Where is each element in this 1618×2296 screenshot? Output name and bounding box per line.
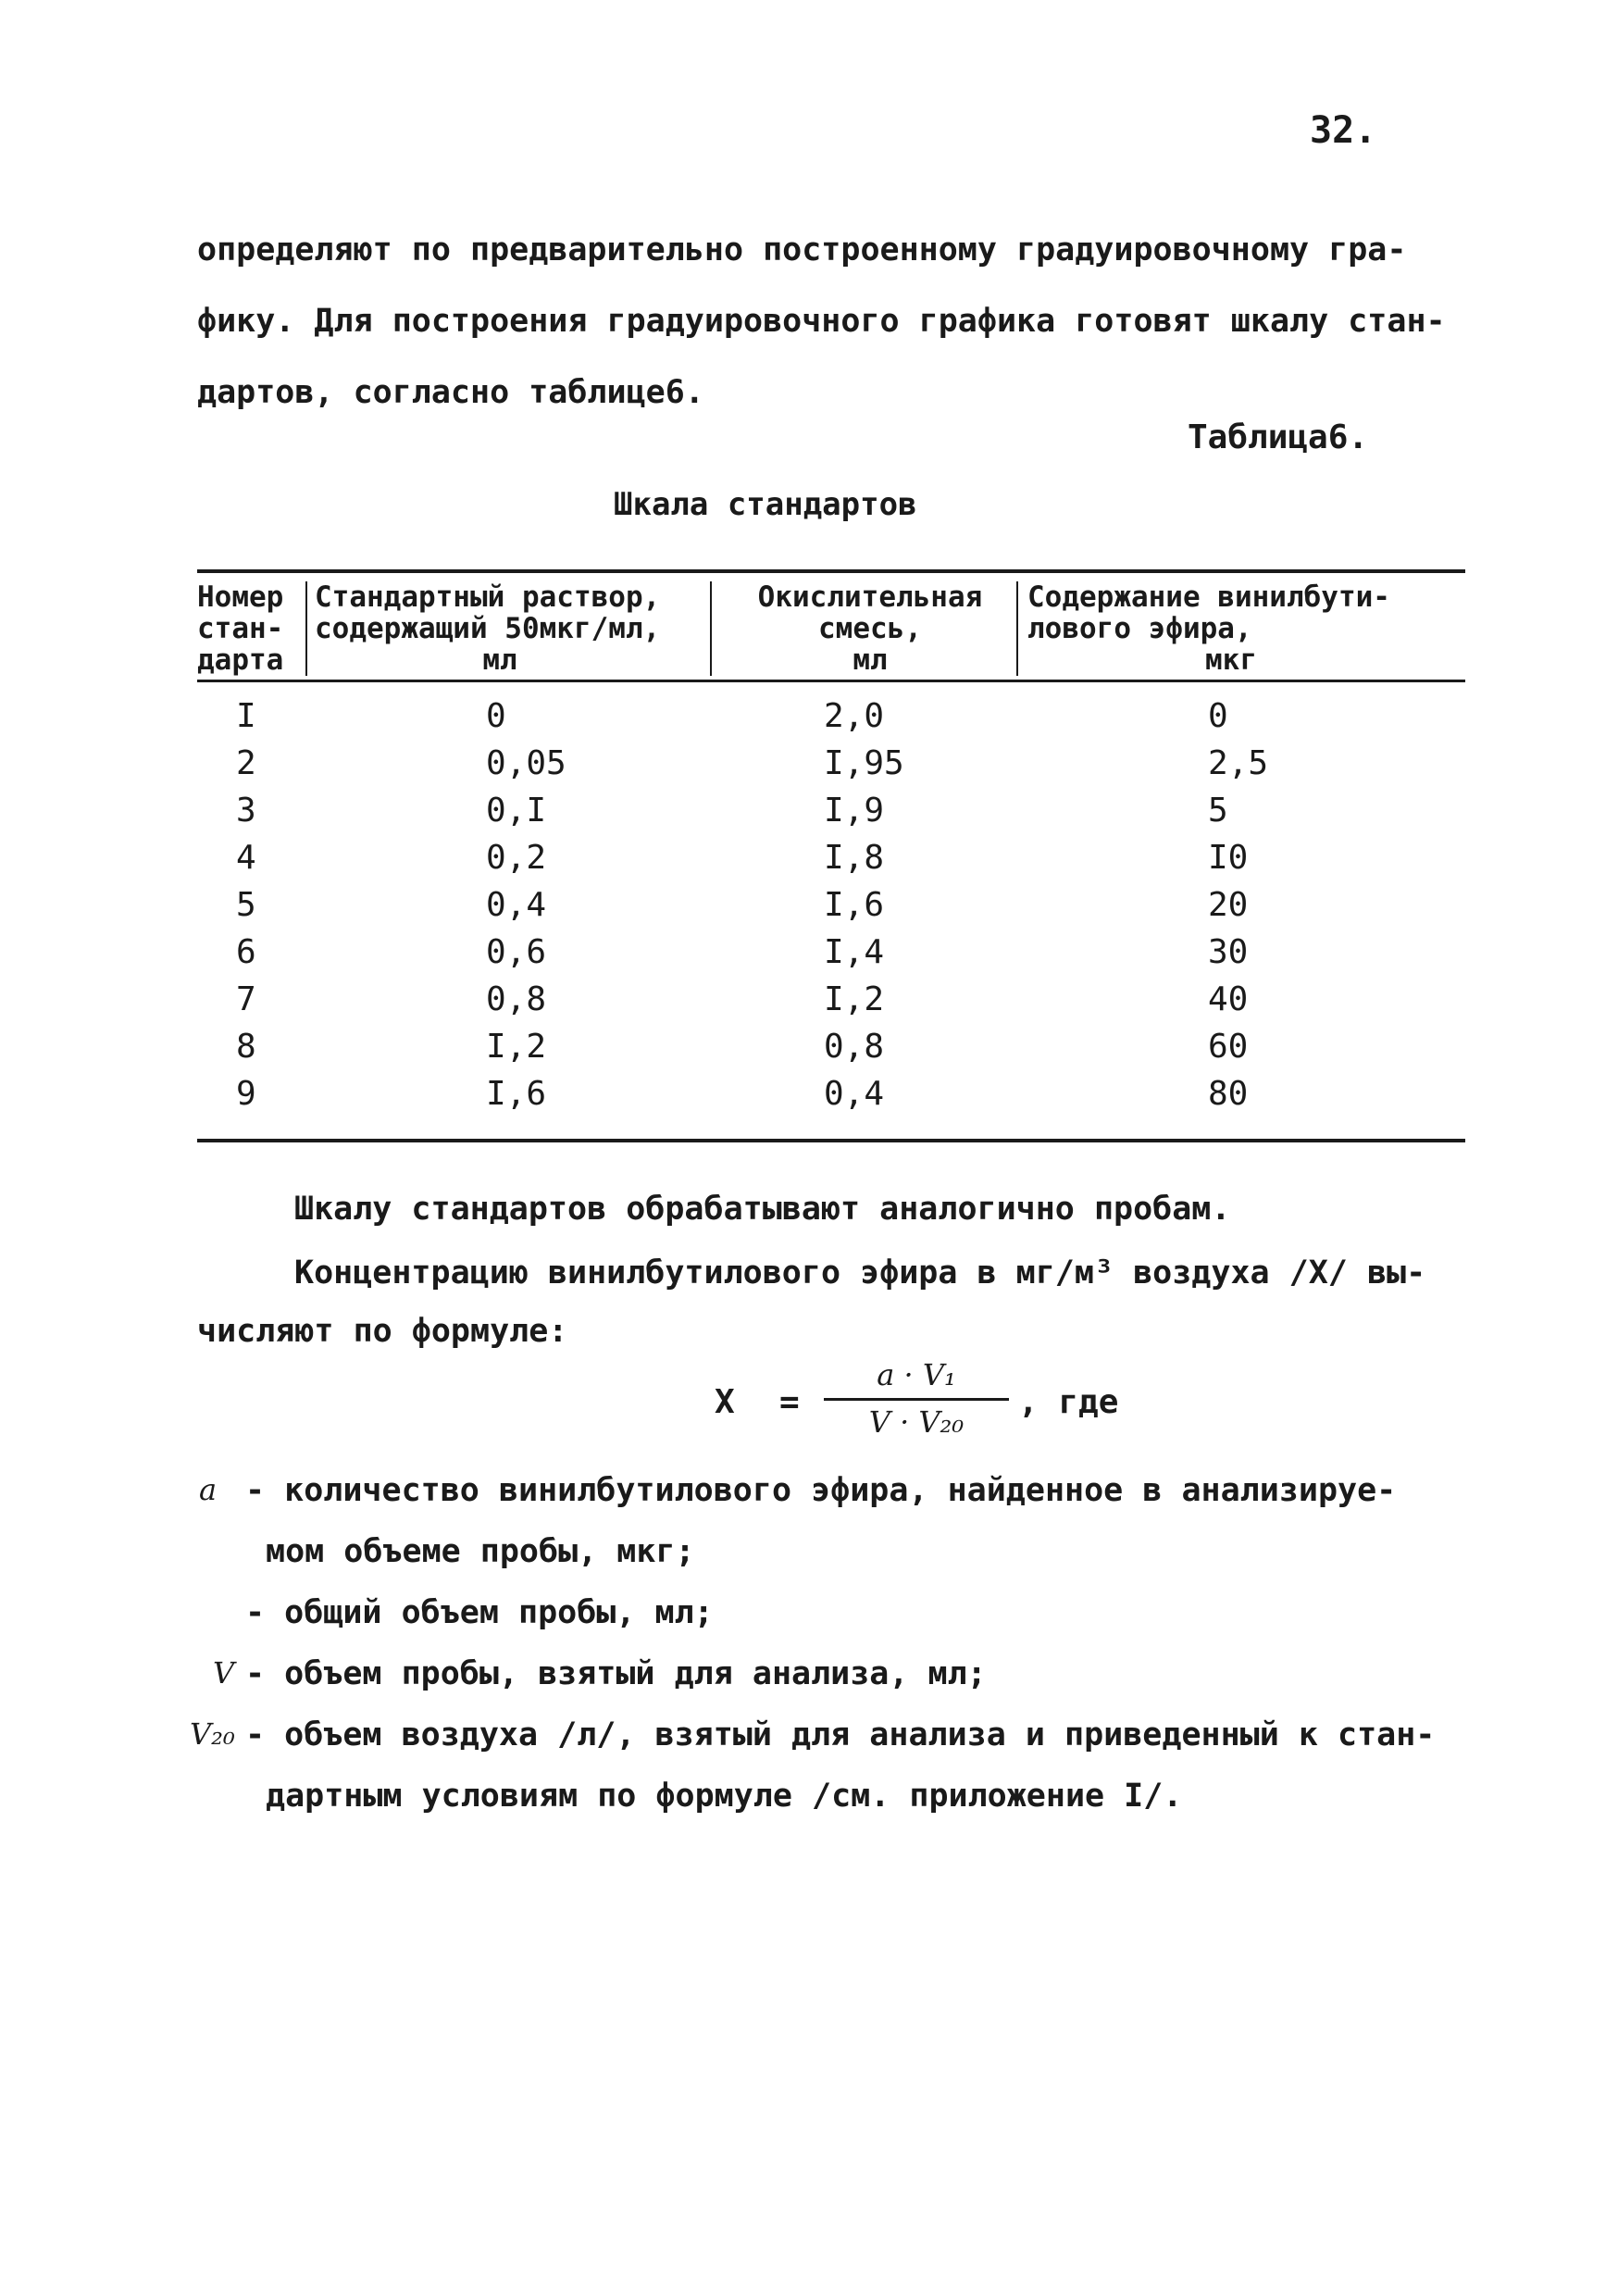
header-divider (305, 581, 307, 676)
concentration-formula (715, 1357, 1270, 1459)
header-ether-content: Содержание винилбути- лового эфира, мкг (1027, 580, 1390, 677)
cell-oxidizer: I,4 (824, 933, 885, 971)
intro-line: определяют по предварительно построенному градуировочному гра- (197, 231, 1407, 268)
cell-number: 6 (236, 933, 256, 971)
table-row (0, 740, 1618, 787)
cell-oxidizer: 0,8 (824, 1028, 885, 1066)
cell-number: 9 (236, 1075, 256, 1113)
definition-text: мом объеме пробы, мкг; (266, 1533, 695, 1570)
table-bottom-rule (197, 1139, 1465, 1142)
table-header-rule (197, 680, 1465, 682)
table-top-rule (197, 569, 1465, 573)
table-row (0, 976, 1618, 1023)
definition-text: дартным условиям по формуле /см. приложение I/. (266, 1778, 1183, 1815)
formula-fraction (824, 1357, 1009, 1440)
definition-text: - объем пробы, взятый для анализа, мл; (245, 1655, 987, 1692)
table-row (0, 834, 1618, 881)
header-divider (1016, 581, 1018, 676)
formula-equals: = (779, 1383, 800, 1421)
after-table-line: числяют по формуле: (197, 1313, 568, 1350)
header-standard-number: Номер стан- дарта (197, 580, 284, 677)
cell-number: I (236, 697, 256, 735)
intro-line: фику. Для построения градуировочного графика готовят шкалу стан- (197, 303, 1446, 340)
cell-solution: I,6 (486, 1075, 547, 1113)
cell-oxidizer: I,2 (824, 980, 885, 1018)
definition-symbol: V (213, 1655, 235, 1691)
cell-number: 3 (236, 792, 256, 830)
cell-oxidizer: I,95 (824, 744, 904, 782)
cell-number: 2 (236, 744, 256, 782)
definition-text: - количество винилбутилового эфира, найденное в анализируе- (245, 1472, 1397, 1509)
cell-oxidizer: I,6 (824, 886, 885, 924)
cell-content: 80 (1208, 1075, 1249, 1113)
cell-content: 20 (1208, 886, 1249, 924)
cell-solution: 0,8 (486, 980, 547, 1018)
cell-oxidizer: 2,0 (824, 697, 885, 735)
table-title: Шкала стандартов (614, 486, 917, 523)
cell-solution: 0 (486, 697, 506, 735)
table-caption: Таблица6. (1188, 418, 1369, 456)
cell-content: 5 (1208, 792, 1228, 830)
fraction-bar (824, 1398, 1009, 1401)
page-number: 32. (1310, 109, 1377, 152)
header-standard-solution: Стандартный раствор, содержащий 50мкг/мл, мл (315, 580, 661, 677)
intro-line: дартов, согласно таблице6. (197, 374, 704, 411)
definition-text: - объем воздуха /л/, взятый для анализа и приведенный к стан- (245, 1716, 1436, 1753)
table-row (0, 881, 1618, 929)
cell-content: 2,5 (1208, 744, 1269, 782)
header-divider (710, 581, 712, 676)
cell-content: 30 (1208, 933, 1249, 971)
table-row (0, 929, 1618, 976)
after-table-paragraph (294, 1174, 1465, 1309)
cell-solution: 0,I (486, 792, 547, 830)
table-row (0, 693, 1618, 740)
cell-number: 7 (236, 980, 256, 1018)
header-oxidizing-mixture: Окислительная смесь, мл (757, 580, 983, 677)
definition-symbol: V₂₀ (190, 1716, 235, 1752)
cell-oxidizer: 0,4 (824, 1075, 885, 1113)
cell-content: 60 (1208, 1028, 1249, 1066)
table-row (0, 787, 1618, 834)
cell-solution: 0,05 (486, 744, 566, 782)
cell-content: 0 (1208, 697, 1228, 735)
cell-content: I0 (1208, 839, 1249, 877)
definition-text: - общий объем пробы, мл; (245, 1594, 714, 1631)
cell-solution: 0,2 (486, 839, 547, 877)
formula-lhs: X (715, 1383, 735, 1421)
cell-solution: 0,6 (486, 933, 547, 971)
formula-tail: , где (1018, 1383, 1119, 1421)
after-table-line: Концентрацию винилбутилового эфира в мг/м³ воздуха /X/ вы- (294, 1254, 1426, 1292)
formula-numerator: a · V₁ (877, 1357, 956, 1392)
table-row (0, 1023, 1618, 1070)
cell-solution: 0,4 (486, 886, 547, 924)
cell-solution: I,2 (486, 1028, 547, 1066)
cell-number: 5 (236, 886, 256, 924)
intro-paragraph (197, 215, 1465, 429)
cell-content: 40 (1208, 980, 1249, 1018)
formula-denominator: V · V₂₀ (868, 1404, 965, 1440)
cell-number: 4 (236, 839, 256, 877)
table-row (0, 1070, 1618, 1117)
after-table-line: Шкалу стандартов обрабатывают аналогично пробам. (294, 1191, 1231, 1228)
cell-oxidizer: I,9 (824, 792, 885, 830)
cell-oxidizer: I,8 (824, 839, 885, 877)
cell-number: 8 (236, 1028, 256, 1066)
definition-symbol: a (199, 1472, 218, 1507)
